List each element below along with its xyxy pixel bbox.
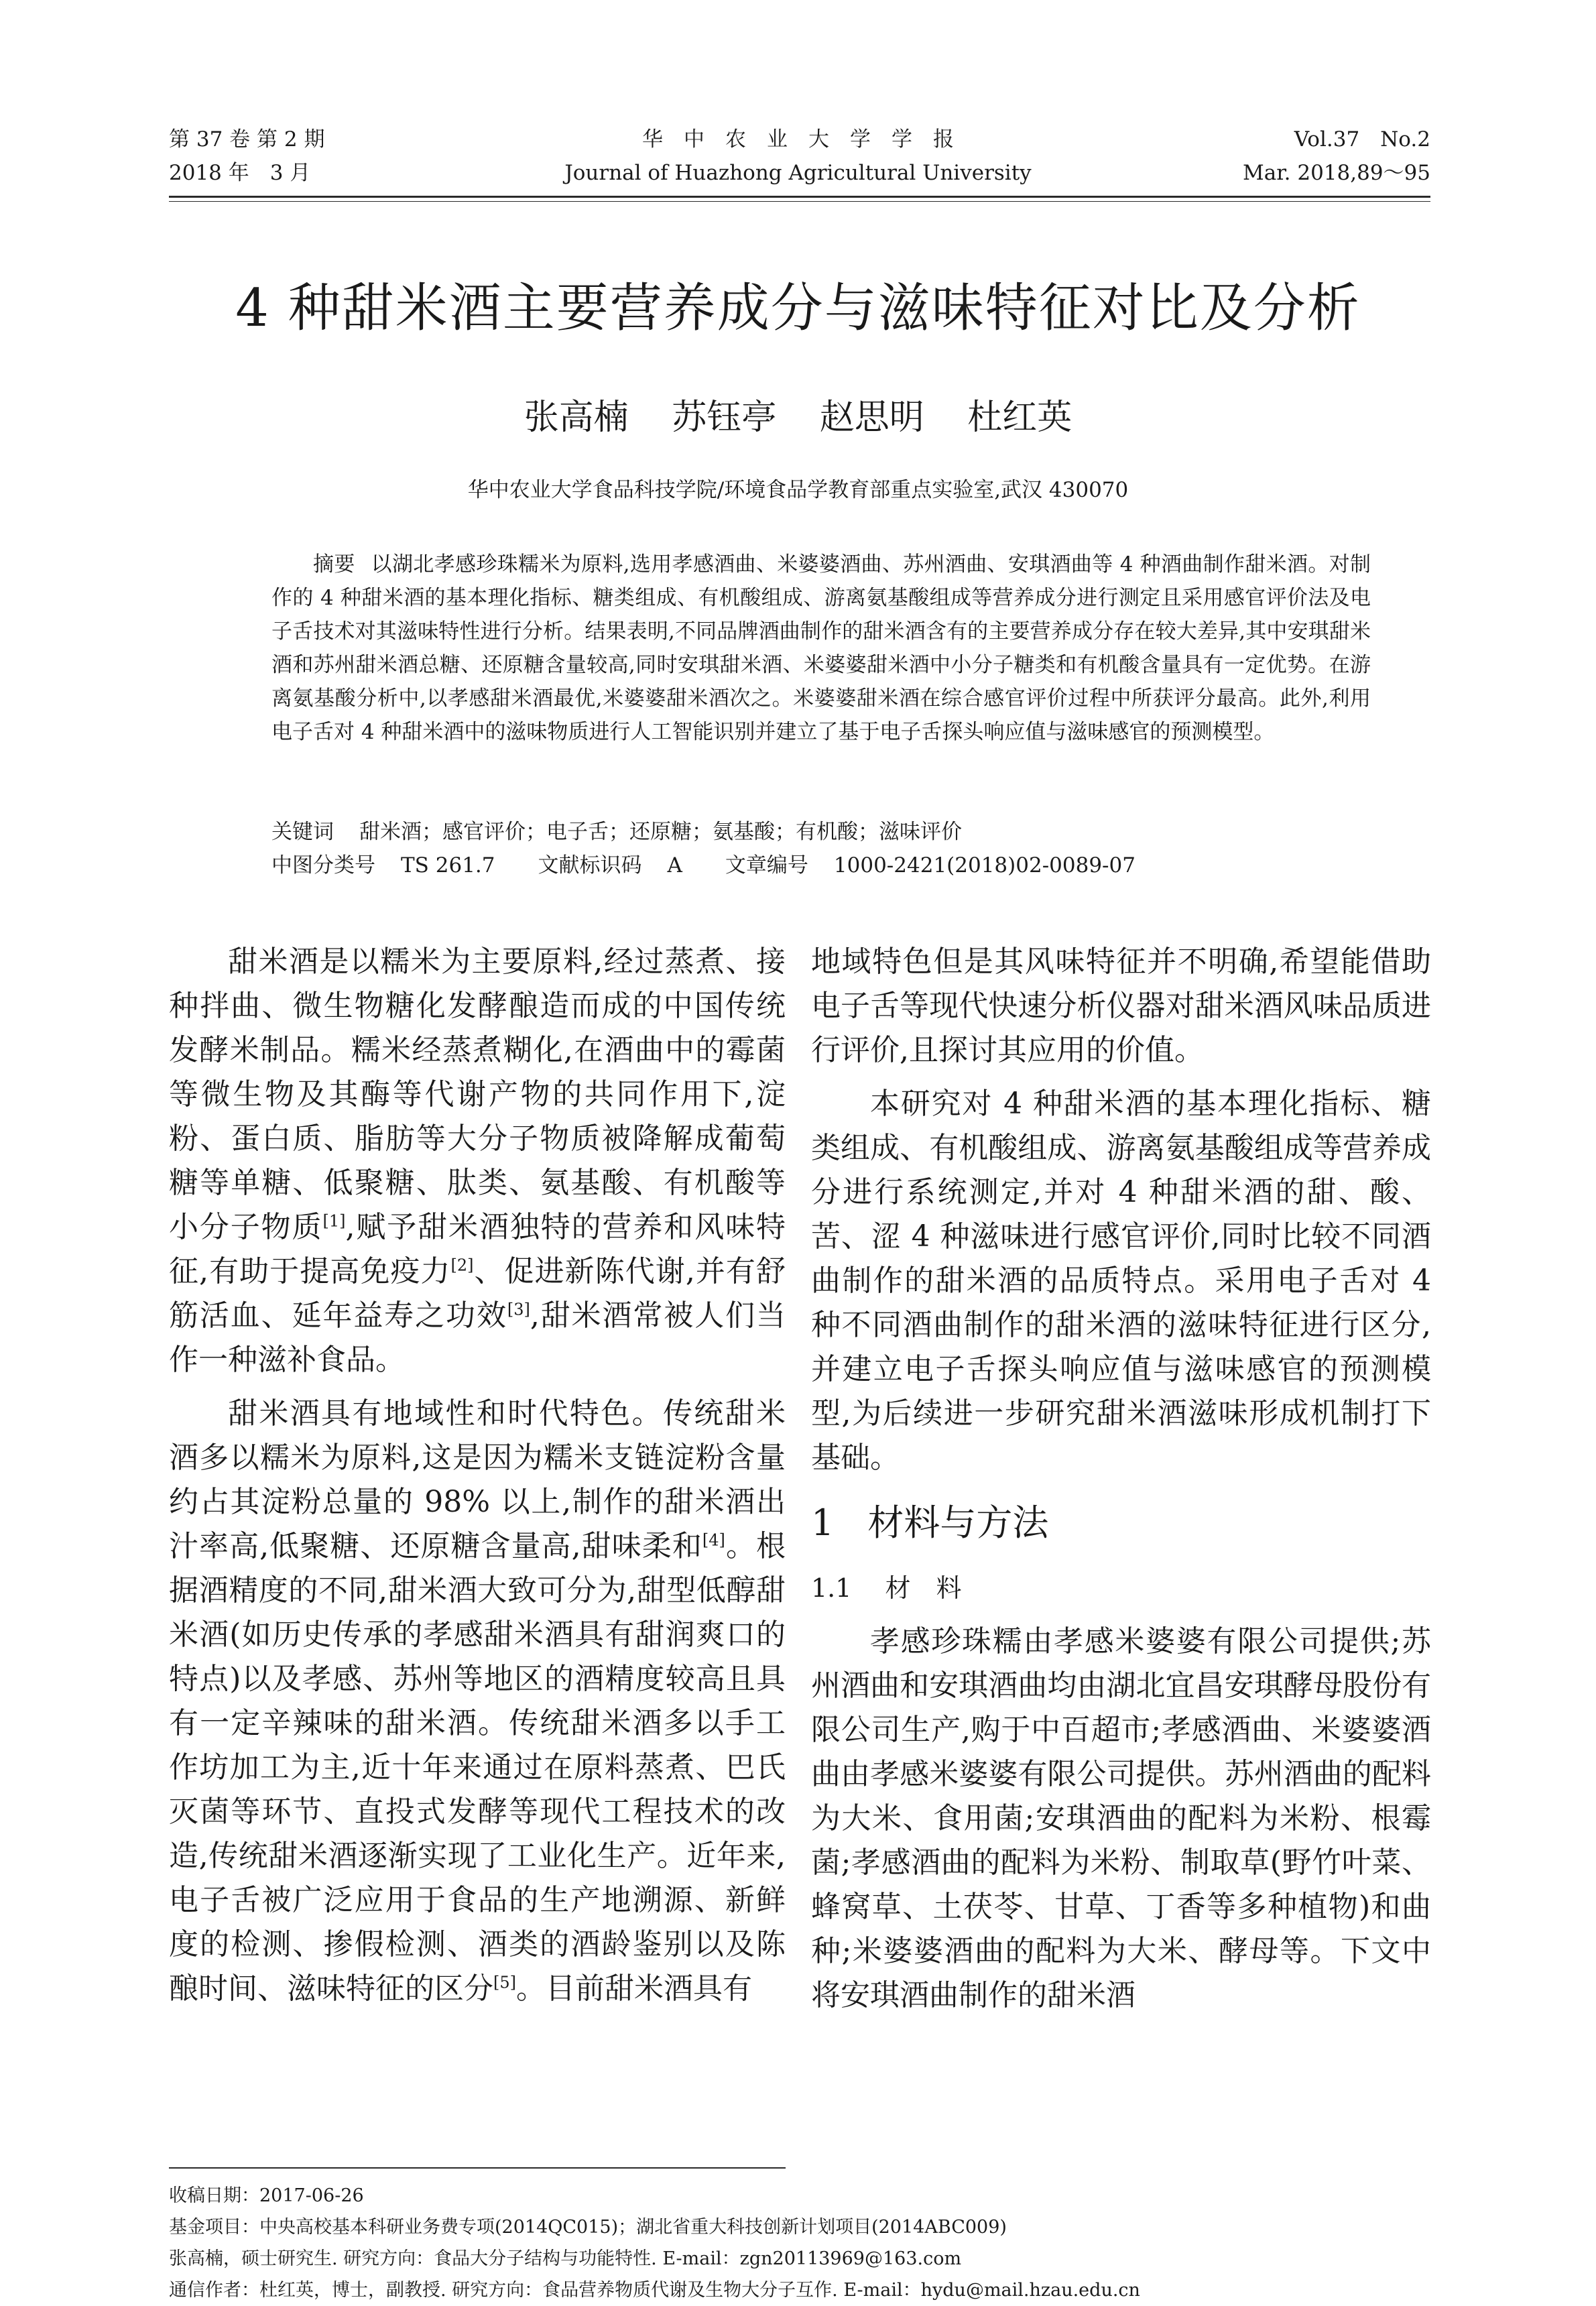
doc-code-label: 文献标识码 <box>538 853 642 877</box>
body-right-column <box>811 940 1431 2027</box>
header-journal-en: Journal of Huazhong Agricultural University <box>564 161 1032 185</box>
keywords-line <box>271 815 962 849</box>
header-rule-thick <box>169 196 1430 198</box>
article-title: 4 种甜米酒主要营养成分与滋味特征对比及分析 <box>235 278 1361 339</box>
subsection-title: 材 料 <box>885 1573 962 1603</box>
header-date-pages-en: Mar. 2018,89～95 <box>1243 161 1430 185</box>
doc-code-value: A <box>667 853 682 877</box>
citation-ref: [3] <box>507 1300 530 1319</box>
header-rule-thin <box>169 201 1430 202</box>
intro-paragraph-continued: 地域特色但是其风味特征并不明确,希望能借助电子舌等现代快速分析仪器对甜米酒风味品质进行评价,且探讨其应用的价值。 <box>811 945 1431 1067</box>
footnote-corresponding: 通信作者：杜红英，博士，副教授. 研究方向：食品营养物质代谢及生物大分子互作. E-mail：hydu@mail.hzau.edu.cn <box>169 2280 1140 2301</box>
intro-paragraph-1: 甜米酒是以糯米为主要原料,经过蒸煮、接种拌曲、微生物糖化发酵酿造而成的中国传统发酵米制品。糯米经蒸煮糊化,在酒曲中的霉菌等微生物及其酶等代谢产物的共同作用下,淀粉、蛋白质、脂肪等大分子物质被降解成葡萄糖等单糖、低聚糖、肽类、氨基酸、有机酸等小分子物质[1],赋予甜米酒独特的营养和风味特征,有助于提高免疫力[2]、促进新陈代谢,并有舒筋活血、延年益寿之功效[3],甜米酒常被人们当作一种滋补食品。 <box>169 945 786 1377</box>
keywords-label: 关键词 <box>271 820 334 844</box>
subsection-number: 1.1 <box>811 1573 852 1603</box>
footnote-first-author: 张高楠，硕士研究生. 研究方向：食品大分子结构与功能特性. E-mail：zgn20113969@163.com <box>169 2248 962 2269</box>
intro-paragraph-2: 甜米酒具有地域性和时代特色。传统甜米酒多以糯米为原料,这是因为糯米支链淀粉含量约占其淀粉总量的 98% 以上,制作的甜米酒出汁率高,低聚糖、还原糖含量高,甜味柔和[4]。根据酒精度的不同,甜米酒大致可分为,甜型低醇甜米酒(如历史传承的孝感甜米酒具有甜润爽口的特点)以及孝感、苏州等地区的酒精度较高且具有一定辛辣味的甜米酒。传统甜米酒多以手工作坊加工为主,近十年来通过在原料蒸煮、巴氏灭菌等环节、直投式发酵等现代工程技术的改造,传统甜米酒逐渐实现了工业化生产。近年来,电子舌被广泛应用于食品的生产地溯源、新鲜度的检测、掺假检测、酒类的酒龄鉴别以及陈酿时间、滋味特征的区分[5]。目前甜米酒具有 <box>169 1396 786 2006</box>
keywords-text: 甜米酒；感官评价；电子舌；还原糖；氨基酸；有机酸；滋味评价 <box>359 820 962 844</box>
clc-label: 中图分类号 <box>271 853 375 877</box>
citation-ref: [2] <box>450 1256 474 1275</box>
article-authors: 张高楠 苏钰亭 赵思明 杜红英 <box>524 398 1072 438</box>
body-left-column <box>169 940 786 2020</box>
header-journal-cn: 华 中 农 业 大 学 学 报 <box>642 127 954 151</box>
header-date-cn: 2018 年 3 月 <box>169 161 311 185</box>
article-no-label: 文章编号 <box>725 853 808 877</box>
abstract-text: 以湖北孝感珍珠糯米为原料,选用孝感酒曲、米婆婆酒曲、苏州酒曲、安琪酒曲等 4 种酒曲制作甜米酒。对制作的 4 种甜米酒的基本理化指标、糖类组成、有机酸组成、游离氨基酸组成等营养成分进行测定且采用感官评价法及电子舌技术对其滋味特性进行分析。结果表明,不同品牌酒曲制作的甜米酒含有的主要营养成分存在较大差异,其中安琪甜米酒和苏州甜米酒总糖、还原糖含量较高,同时安琪甜米酒、米婆婆甜米酒中小分子糖类和有机酸含量具有一定优势。在游离氨基酸分析中,以孝感甜米酒最优,米婆婆甜米酒次之。米婆婆甜米酒在综合感官评价过程中所获评分最高。此外,利用电子舌对 4 种甜米酒中的滋味物质进行人工智能识别并建立了基于电子舌探头响应值与滋味感官的预测模型。 <box>271 552 1371 744</box>
intro-paragraph-3: 本研究对 4 种甜米酒的基本理化指标、糖类组成、有机酸组成、游离氨基酸组成等营养成分进行系统测定,并对 4 种甜米酒的甜、酸、苦、涩 4 种滋味进行感官评价,同时比较不同酒曲制作的甜米酒的品质特点。采用电子舌对 4 种不同酒曲制作的甜米酒的滋味特征进行区分,并建立电子舌探头响应值与滋味感官的预测模型,为后续进一步研究甜米酒滋味形成机制打下基础。 <box>811 1087 1431 1475</box>
section-heading <box>811 1490 1431 1557</box>
section-title: 材料与方法 <box>867 1502 1049 1544</box>
subsection-heading <box>811 1566 1431 1610</box>
article-no-value: 1000-2421(2018)02-0089-07 <box>833 853 1135 877</box>
section-number: 1 <box>811 1502 835 1544</box>
clc-value: TS 261.7 <box>401 853 495 877</box>
abstract-label: 摘要 <box>313 552 355 576</box>
header-volume-issue-cn: 第 37 卷 第 2 期 <box>169 127 325 151</box>
article-affiliation: 华中农业大学食品科技学院/环境食品学教育部重点实验室,武汉 430070 <box>467 478 1129 502</box>
header-volume-issue-en: Vol.37 No.2 <box>1294 127 1430 151</box>
footnote-rule <box>169 2167 786 2169</box>
citation-ref: [1] <box>322 1211 346 1231</box>
citation-ref: [4] <box>702 1530 725 1550</box>
footnote-funding: 基金项目：中央高校基本科研业务费专项(2014QC015)；湖北省重大科技创新计划项目(2014ABC009) <box>169 2217 1007 2238</box>
citation-ref: [5] <box>493 1973 516 1992</box>
abstract <box>271 548 1371 749</box>
footnote-received: 收稿日期：2017-06-26 <box>169 2185 364 2206</box>
classification-line <box>271 849 1135 882</box>
materials-paragraph: 孝感珍珠糯由孝感米婆婆有限公司提供;苏州酒曲和安琪酒曲均由湖北宜昌安琪酵母股份有限公司生产,购于中百超市;孝感酒曲、米婆婆酒曲由孝感米婆婆有限公司提供。苏州酒曲的配料为大米、食用菌;安琪酒曲的配料为米粉、根霉菌;孝感酒曲的配料为米粉、制取草(野竹叶菜、蜂窝草、土茯苓、甘草、丁香等多种植物)和曲种;米婆婆酒曲的配料为大米、酵母等。下文中将安琪酒曲制作的甜米酒 <box>811 1624 1431 2012</box>
